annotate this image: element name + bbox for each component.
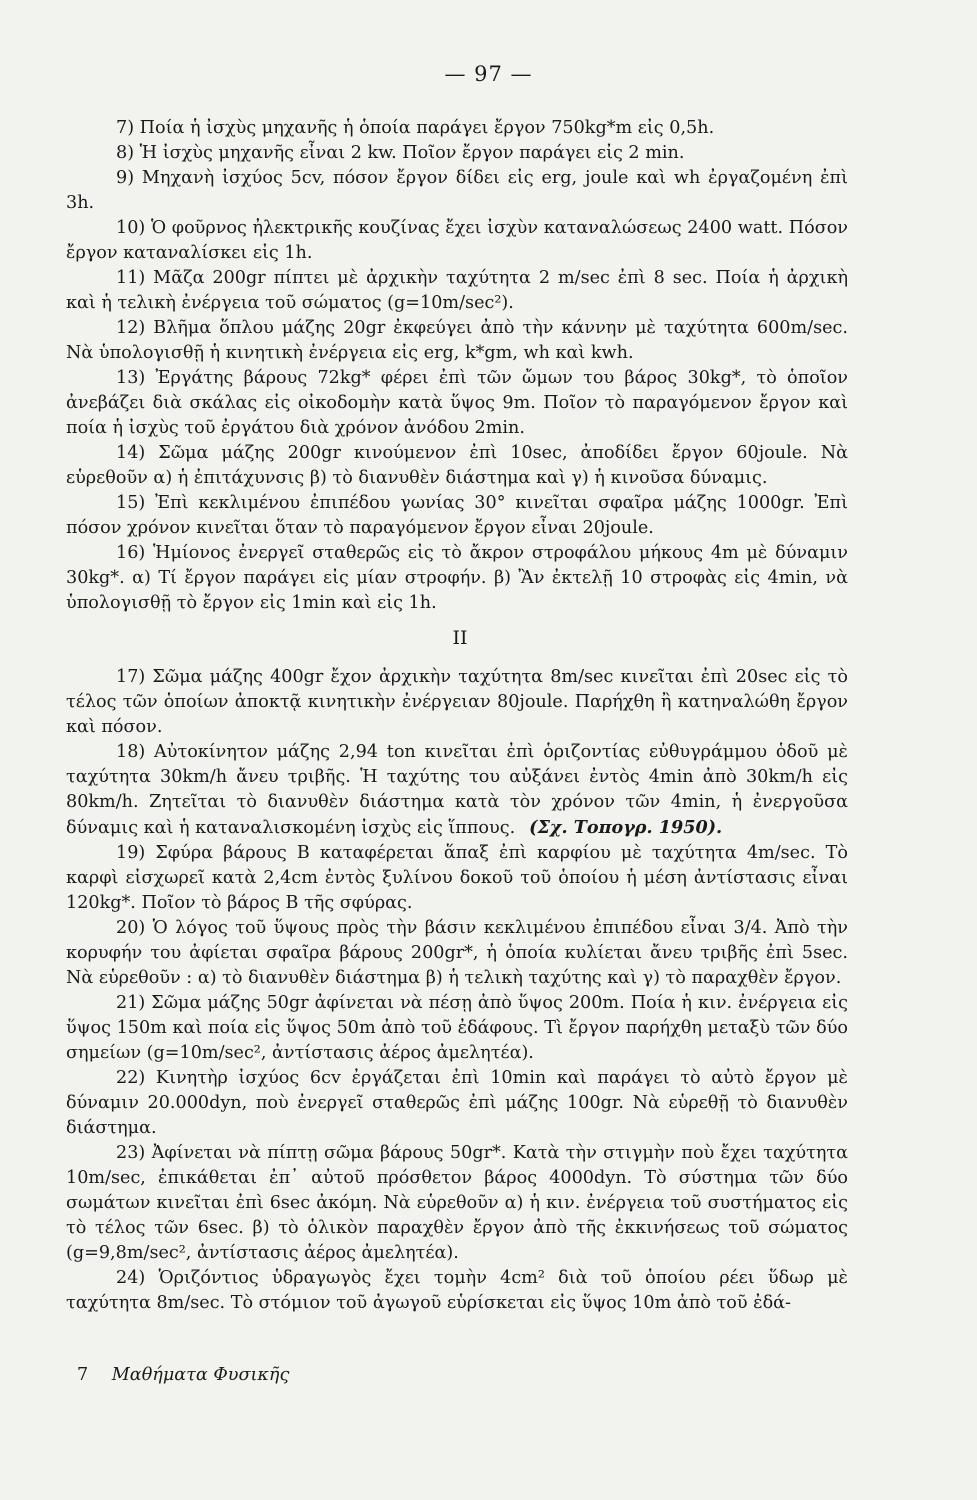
problem-text	[66, 116, 848, 1316]
problem-10: 10) Ὁ φοῦρνος ἠλεκτρικῆς κουζίνας ἔχει ἰσχὺν καταναλώσεως 2400 watt. Πόσον ἔργον καταναλίσκει εἰς 1h.	[66, 218, 848, 263]
problem-24: 24) Ὁριζόντιος ὑδραγωγὸς ἔχει τομὴν 4cm² διὰ τοῦ ὁποίου ρέει ὕδωρ μὲ ταχύτητα 8m/sec. Τὸ στόμιον τοῦ ἀγωγοῦ εὑρίσκεται εἰς ὕψος 10m ἀπὸ τοῦ ἐδά-	[66, 1268, 848, 1313]
problem-9: 9) Μηχανὴ ἰσχύος 5cv, πόσον ἔργον δίδει εἰς erg, joule καὶ wh ἐργαζομένη ἐπὶ 3h.	[66, 168, 848, 213]
book-title: Μαθήματα Φυσικῆς	[111, 1365, 290, 1385]
problem-22: 22) Κινητὴρ ἰσχύος 6cv ἐργάζεται ἐπὶ 10min καὶ παράγει τὸ αὐτὸ ἔργον μὲ δύναμιν 20.000dyn, ποὺ ἐνεργεῖ σταθερῶς ἐπὶ μάζης 100gr. Νὰ εὑρεθῇ τὸ διανυθὲν διάστημα.	[66, 1068, 848, 1138]
problem-18	[66, 740, 848, 841]
problem-16: 16) Ἡμίονος ἐνεργεῖ σταθερῶς εἰς τὸ ἄκρον στροφάλου μήκους 4m μὲ δύναμιν 30kg*. α) Τί ἔργον παράγει εἰς μίαν στροφήν. β) Ἂν ἐκτελῇ 10 στροφὰς εἰς 4min, νὰ ὑπολογισθῇ τὸ ἔργον εἰς 1min καὶ εἰς 1h.	[66, 543, 849, 613]
problem-20: 20) Ὁ λόγος τοῦ ὕψους πρὸς τὴν βάσιν κεκλιμένου ἐπιπέδου εἶναι 3/4. Ἀπὸ τὴν κορυφήν του ἀφίεται σφαῖρα βάρους 200gr*, ἡ ὁποία κυλίεται ἄνευ τριβῆς ἐπὶ 5sec. Νὰ εὑρεθοῦν : α) τὸ διανυθὲν διάστημα β) ἡ τελικὴ ταχύτης καὶ γ) τὸ παραχθὲν ἔργον.	[66, 918, 848, 988]
problem-8: 8) Ἡ ἰσχὺς μηχανῆς εἶναι 2 kw. Ποῖον ἔργον παράγει εἰς 2 min.	[116, 143, 685, 163]
problem-18-text: 18) Αὐτοκίνητον μάζης 2,94 ton κινεῖται ἐπὶ ὁριζοντίας εὐθυγράμμου ὁδοῦ μὲ ταχύτητα 30km/h ἄνευ τριβῆς. Ἡ ταχύτης του αὐξάνει ἐντὸς 4min ἀπὸ 30km/h εἰς 80km/h. Ζητεῖται τὸ διανυθὲν διάστημα κατὰ τὸν χρόνον τῶν 4min, ἡ ἐνεργοῦσα δύναμις καὶ ἡ καταναλισκομένη ἰσχὺς εἰς ἵππους.	[66, 742, 848, 838]
problem-15: 15) Ἐπὶ κεκλιμένου ἐπιπέδου γωνίας 30° κινεῖται σφαῖρα μάζης 1000gr. Ἐπὶ πόσον χρόνον κινεῖται ὅταν τὸ παραγόμενον ἔργον εἶναι 20joule.	[66, 493, 848, 538]
section-heading: II	[452, 627, 468, 649]
problem-21: 21) Σῶμα μάζης 50gr ἀφίνεται νὰ πέσῃ ἀπὸ ὕψος 200m. Ποία ἡ κιν. ἐνέργεια εἰς ὕψος 150m καὶ ποία εἰς ὕψος 50m ἀπὸ τοῦ ἐδάφους. Τὶ ἔργον παρήχθη μεταξὺ τῶν δύο σημείων (g=10m/sec², ἀντίστασις ἀέρος ἀμελητέα).	[66, 993, 848, 1063]
problem-13: 13) Ἐργάτης βάρους 72kg* φέρει ἐπὶ τῶν ὤμων του βάρος 30kg*, τὸ ὁποῖον ἀνεβάζει διὰ σκάλας εἰς οἰκοδομὴν κατὰ ὕψος 9m. Ποῖον τὸ παραγόμενον ἔργον καὶ ποία ἡ ἰσχὺς τοῦ ἐργάτου διὰ χρόνον ἀνόδου 2min.	[66, 368, 848, 438]
footer	[77, 1365, 289, 1385]
problem-17: 17) Σῶμα μάζης 400gr ἔχον ἀρχικὴν ταχύτητα 8m/sec κινεῖται ἐπὶ 20sec εἰς τὸ τέλος τῶν ὁποίων ἀποκτᾷ κινητικὴν ἐνέργειαν 80joule. Παρήχθη ἢ κατηναλώθη ἔργον καὶ πόσον.	[66, 667, 848, 737]
problem-11: 11) Μᾶζα 200gr πίπτει μὲ ἀρχικὴν ταχύτητα 2 m/sec ἐπὶ 8 sec. Ποία ἡ ἀρχικὴ καὶ ἡ τελικὴ ἐνέργεια τοῦ σώματος (g=10m/sec²).	[66, 268, 848, 313]
problem-12: 12) Βλῆμα ὅπλου μάζης 20gr ἐκφεύγει ἀπὸ τὴν κάννην μὲ ταχύτητα 600m/sec. Νὰ ὑπολογισθῇ ἡ κινητικὴ ἐνέργεια εἰς erg, k*gm, wh καὶ kwh.	[66, 318, 848, 363]
problem-19: 19) Σφύρα βάρους Β καταφέρεται ἅπαξ ἐπὶ καρφίου μὲ ταχύτητα 4m/sec. Τὸ καρφὶ εἰσχωρεῖ κατὰ 2,4cm ἐντὸς ξυλίνου δοκοῦ τοῦ ὁποίου ἡ μέση ἀντίστασις εἶναι 120kg*. Ποῖον τὸ βάρος Β τῆς σφύρας.	[66, 843, 848, 913]
page-number: — 97 —	[444, 62, 533, 86]
signature-mark: 7	[77, 1365, 89, 1385]
problem-14: 14) Σῶμα μάζης 200gr κινούμενον ἐπὶ 10sec, ἀποδίδει ἔργον 60joule. Νὰ εὑρεθοῦν α) ἡ ἐπιτάχυνσις β) τὸ διανυθὲν διάστημα καὶ γ) ἡ κινοῦσα δύναμις.	[66, 443, 848, 488]
problem-7: 7) Ποία ἡ ἰσχὺς μηχανῆς ἡ ὁποία παράγει ἔργον 750kg*m εἰς 0,5h.	[116, 118, 715, 138]
problem-23: 23) Ἀφίνεται νὰ πίπτῃ σῶμα βάρους 50gr*. Κατὰ τὴν στιγμὴν ποὺ ἔχει ταχύτητα 10m/sec, ἐπικάθεται ἐπ᾽ αὐτοῦ πρόσθετον βάρος 4000dyn. Τὸ σύστημα τῶν δύο σωμάτων κινεῖται ἐπὶ 6sec ἀκόμη. Νὰ εὑρεθοῦν α) ἡ κιν. ἐνέργεια τοῦ συστήματος εἰς τὸ τέλος τῶν 6sec. β) τὸ ὁλικὸν παραχθὲν ἔργον ἀπὸ τῆς ἐκκινήσεως τοῦ σώματος (g=9,8m/sec², ἀντίστασις ἀέρος ἀμελητέα).	[66, 1143, 848, 1263]
problem-18-note: (Σχ. Τοπογρ. 1950).	[529, 817, 723, 838]
